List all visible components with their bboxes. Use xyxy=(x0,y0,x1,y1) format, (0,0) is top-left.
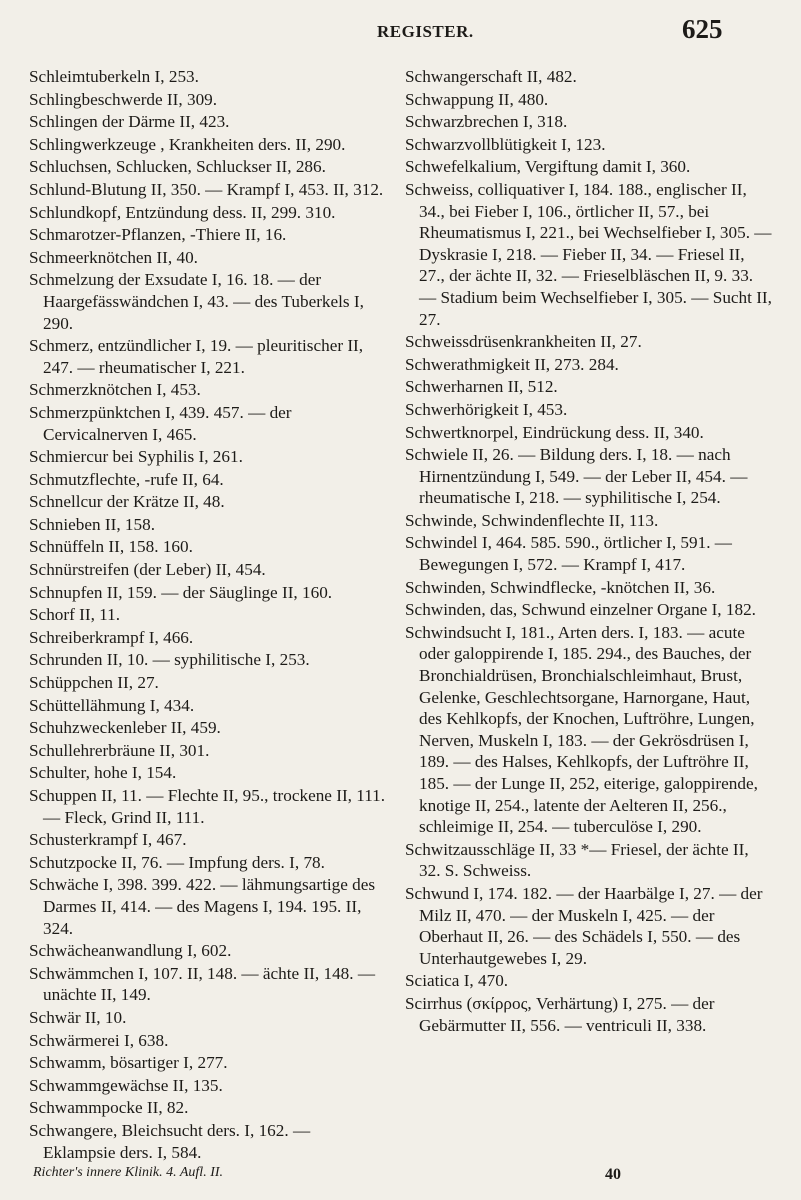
index-entry: Schwämmchen I, 107. II, 148. — ächte II, 148. — unächte II, 149. xyxy=(29,963,376,1005)
index-entry: Schwefelkalium, Vergiftung damit I, 360. xyxy=(405,157,691,177)
index-entry: Schlingen der Därme II, 423. xyxy=(29,112,230,132)
index-entry: Sciatica I, 470. xyxy=(405,971,509,991)
index-entry: Schwangerschaft II, 482. xyxy=(405,67,577,86)
index-entry: Schwäche I, 398. 399. 422. — lähmungsartige des Darmes II, 414. — des Magens I, 194. 195. II, 324. xyxy=(29,875,376,938)
index-entry: Schwiele II, 26. — Bildung ders. I, 18. — nach Hirnentzündung I, 549. — der Leber II, 454. — rheumatische I, 218. — syphilitische I, 254. xyxy=(405,445,748,508)
index-entry: Schlingwerkzeuge , Krankheiten ders. II, 290. xyxy=(29,134,346,154)
index-entry: Schüttellähmung I, 434. xyxy=(29,695,195,715)
index-entry: Schwinden, das, Schwund einzelner Organe I, 182. xyxy=(405,600,756,620)
index-entry: Schnüffeln II, 158. 160. xyxy=(29,537,193,557)
index-entry: Schmutzflechte, -rufe II, 64. xyxy=(29,469,224,489)
index-entry: Schwerathmigkeit II, 273. 284. xyxy=(405,354,619,374)
index-entry: Schmarotzer-Pflanzen, -Thiere II, 16. xyxy=(29,225,287,245)
index-entry: Schwächeanwandlung I, 602. xyxy=(29,941,232,961)
index-entry: Schwindsucht I, 181., Arten ders. I, 183. — acute oder galoppirende I, 185. 294., des Bauches, der Bronchialdrüsen, Bronchialschleimhaut, Brust, Gelenke, Geschlechtsorgane, Harnorgane, Haut, des Kehlkopfs, der Knochen, Luftröhre, Lungen, Nerven, Muskeln I, 183. — der Gekrösdrüsen I, 189. — des Halses, Kehlkopfs, der Luftröhre II, 185. — der Lunge II, 252, eiterige, galoppirende, knotige II, 254., latente der Aelteren II, 256., schleimige II, 254. — tuberculöse I, 290. xyxy=(405,622,758,837)
index-entry: Schwamm, bösartiger I, 277. xyxy=(29,1053,228,1073)
index-entry: Schwarzbrechen I, 318. xyxy=(405,112,568,132)
book-footer: Richter's innere Klinik. 4. Aufl. II. xyxy=(33,1165,224,1181)
index-entry: Schlund-Blutung II, 350. — Krampf I, 453. II, 312. xyxy=(29,179,384,199)
index-entry: Schwinden, Schwindflecke, -knötchen II, 36. xyxy=(405,577,716,597)
index-entry: Schrunden II, 10. — syphilitische I, 253. xyxy=(29,650,310,670)
left-entry-list xyxy=(29,66,386,1163)
index-entry: Schüppchen II, 27. xyxy=(29,673,159,693)
index-entry: Schmeerknötchen II, 40. xyxy=(29,247,198,267)
left-column xyxy=(29,66,386,1182)
index-entry: Schreiberkrampf I, 466. xyxy=(29,627,194,647)
index-entry: Schnupfen II, 159. — der Säuglinge II, 160. xyxy=(29,582,333,602)
index-entry: Schweissdrüsenkrankheiten II, 27. xyxy=(405,332,642,352)
index-entry: Schwitzausschläge II, 33 *— Friesel, der ächte II, 32. S. Schweiss. xyxy=(405,839,749,881)
index-entry: Schlundkopf, Entzündung dess. II, 299. 310. xyxy=(29,202,336,222)
index-entry: Schwertknorpel, Eindrückung dess. II, 340. xyxy=(405,422,704,442)
index-entry: Schulter, hohe I, 154. xyxy=(29,763,177,783)
index-entry: Schusterkrampf I, 467. xyxy=(29,830,187,850)
index-entry: Schmelzung der Exsudate I, 16. 18. — der Haargefässwändchen I, 43. — des Tuberkels I, 290. xyxy=(29,270,364,333)
index-entry: Schleimtuberkeln I, 253. xyxy=(29,67,199,86)
index-entry: Schmerzpünktchen I, 439. 457. — der Cervicalnerven I, 465. xyxy=(29,402,292,444)
index-entry: Schnellcur der Krätze II, 48. xyxy=(29,492,225,512)
signature-mark: 40 xyxy=(605,1166,621,1183)
index-entry: Schorf II, 11. xyxy=(29,605,121,625)
index-entry: Schlingbeschwerde II, 309. xyxy=(29,89,218,109)
index-entry: Schwappung II, 480. xyxy=(405,89,549,109)
index-entry: Schwerharnen II, 512. xyxy=(405,377,558,397)
index-entry: Schwerhörigkeit I, 453. xyxy=(405,399,568,419)
index-entry: Schuppen II, 11. — Flechte II, 95., trockene II, 111. — Fleck, Grind II, 111. xyxy=(29,786,386,827)
right-entry-list xyxy=(405,66,773,1036)
page-number: 625 xyxy=(682,14,723,44)
index-entry: Schnieben II, 158. xyxy=(29,514,156,534)
index-entry: Scirrhus (σκίρρος, Verhärtung) I, 275. — der Gebärmutter II, 556. — ventriculi II, 338. xyxy=(405,993,715,1035)
index-entry: Schutzpocke II, 76. — Impfung ders. I, 78. xyxy=(29,852,325,872)
index-entry: Schwangere, Bleichsucht ders. I, 162. — Eklampsie ders. I, 584. xyxy=(29,1120,311,1162)
index-entry: Schluchsen, Schlucken, Schluckser II, 286. xyxy=(29,157,326,177)
index-entry: Schweiss, colliquativer I, 184. 188., englischer II, 34., bei Fieber I, 106., örtlicher II, 57., bei Rheumatismus I, 221., bei Wechselfieber I, 305. — Dyskrasie I, 218. — Fieber II, 34. — Friesel II, 27., der ächte II, 32. — Frieselbläschen II, 9. 33. — Stadium beim Wechselfieber I, 305. — Sucht II, 27. xyxy=(405,179,772,329)
index-entry: Schwammgewächse II, 135. xyxy=(29,1075,223,1095)
right-column xyxy=(405,66,773,1037)
index-entry: Schwinde, Schwindenflechte II, 113. xyxy=(405,510,659,530)
index-entry: Schmerz, entzündlicher I, 19. — pleuritischer II, 247. — rheumatischer I, 221. xyxy=(29,336,364,377)
index-entry: Schwund I, 174. 182. — der Haarbälge I, 27. — der Milz II, 470. — der Muskeln I, 425. — der Oberhaut II, 26. — des Schädels I, 550. — des Unterhautgewebes I, 29. xyxy=(405,883,763,968)
index-entry: Schnürstreifen (der Leber) II, 454. xyxy=(29,560,266,580)
page-header xyxy=(0,14,801,58)
index-entry: Schwärmerei I, 638. xyxy=(29,1030,169,1050)
index-entry: Schwammpocke II, 82. xyxy=(29,1098,189,1118)
index-entry: Schmerzknötchen I, 453. xyxy=(29,380,201,400)
index-entry: Schwarzvollblütigkeit I, 123. xyxy=(405,134,606,154)
running-title: REGISTER. xyxy=(377,22,474,41)
index-entry: Schmiercur bei Syphilis I, 261. xyxy=(29,447,243,467)
index-entry: Schullehrerbräune II, 301. xyxy=(29,740,210,760)
index-entry: Schwindel I, 464. 585. 590., örtlicher I, 591. — Bewegungen I, 572. — Krampf I, 417. xyxy=(405,533,732,575)
index-entry: Schwär II, 10. xyxy=(29,1007,127,1027)
index-entry: Schuhzweckenleber II, 459. xyxy=(29,718,221,738)
